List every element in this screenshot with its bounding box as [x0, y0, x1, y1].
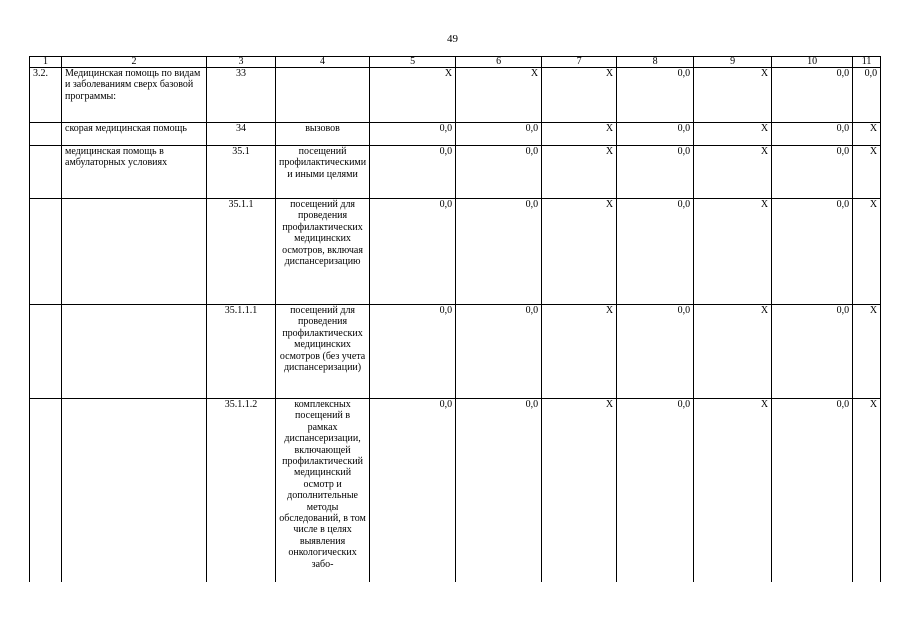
- value-col-5: 0,0: [370, 146, 456, 199]
- data-table: [29, 56, 881, 582]
- column-header: 1: [30, 57, 62, 68]
- value-col-5: X: [370, 68, 456, 123]
- line-number: 35.1: [207, 146, 276, 199]
- value-col-8: 0,0: [617, 146, 694, 199]
- unit-of-measure: вызовов: [276, 123, 370, 146]
- value-col-6: 0,0: [456, 146, 542, 199]
- value-col-7: X: [542, 123, 617, 146]
- column-header: 8: [617, 57, 694, 68]
- line-number: 35.1.1.1: [207, 305, 276, 399]
- column-header: 9: [694, 57, 772, 68]
- column-header: 6: [456, 57, 542, 68]
- line-number: 35.1.1.2: [207, 399, 276, 583]
- value-col-7: X: [542, 305, 617, 399]
- value-col-7: X: [542, 146, 617, 199]
- value-col-6: 0,0: [456, 399, 542, 583]
- line-number: 34: [207, 123, 276, 146]
- indicator-name: скорая медицинская помощь: [62, 123, 207, 146]
- column-header: 2: [62, 57, 207, 68]
- value-col-10: 0,0: [772, 68, 853, 123]
- value-col-11: X: [853, 146, 881, 199]
- value-col-11: X: [853, 305, 881, 399]
- unit-of-measure: посещений для проведения профилактических медицинских осмотров, включая диспансеризацию: [276, 199, 370, 305]
- table-row: [30, 399, 881, 583]
- unit-of-measure: [276, 68, 370, 123]
- value-col-9: X: [694, 399, 772, 583]
- table-row: [30, 146, 881, 199]
- value-col-6: 0,0: [456, 305, 542, 399]
- value-col-10: 0,0: [772, 305, 853, 399]
- section-number: [30, 399, 62, 583]
- unit-of-measure: посещений профилактическими и иными целями: [276, 146, 370, 199]
- value-col-11: X: [853, 199, 881, 305]
- column-header: 11: [853, 57, 881, 68]
- table-row: [30, 123, 881, 146]
- section-number: 3.2.: [30, 68, 62, 123]
- value-col-5: 0,0: [370, 305, 456, 399]
- value-col-7: X: [542, 399, 617, 583]
- column-header: 10: [772, 57, 853, 68]
- indicator-name: [62, 399, 207, 583]
- value-col-8: 0,0: [617, 199, 694, 305]
- value-col-11: X: [853, 123, 881, 146]
- indicator-name: [62, 199, 207, 305]
- column-header: 7: [542, 57, 617, 68]
- value-col-11: 0,0: [853, 68, 881, 123]
- value-col-9: X: [694, 199, 772, 305]
- column-header: 4: [276, 57, 370, 68]
- value-col-9: X: [694, 305, 772, 399]
- value-col-7: X: [542, 199, 617, 305]
- unit-of-measure: комплексных посещений в рамках диспансеризации, включающей профилактический медицинский осмотр и дополнительные методы обследований, в том числе в целях выявления онкологических забо-: [276, 399, 370, 583]
- page-number: 49: [447, 33, 458, 45]
- line-number: 33: [207, 68, 276, 123]
- column-number-row: [30, 57, 881, 68]
- indicator-name: медицинская помощь в амбулаторных условиях: [62, 146, 207, 199]
- value-col-11: X: [853, 399, 881, 583]
- value-col-10: 0,0: [772, 199, 853, 305]
- value-col-6: X: [456, 68, 542, 123]
- value-col-5: 0,0: [370, 199, 456, 305]
- value-col-10: 0,0: [772, 123, 853, 146]
- value-col-10: 0,0: [772, 399, 853, 583]
- indicator-name: [62, 305, 207, 399]
- value-col-7: X: [542, 68, 617, 123]
- table-row: [30, 305, 881, 399]
- value-col-5: 0,0: [370, 123, 456, 146]
- table-row: [30, 199, 881, 305]
- value-col-8: 0,0: [617, 305, 694, 399]
- value-col-8: 0,0: [617, 123, 694, 146]
- unit-of-measure: посещений для проведения профилактических медицинских осмотров (без учета диспансеризации): [276, 305, 370, 399]
- value-col-6: 0,0: [456, 199, 542, 305]
- value-col-6: 0,0: [456, 123, 542, 146]
- value-col-8: 0,0: [617, 68, 694, 123]
- section-number: [30, 146, 62, 199]
- column-header: 3: [207, 57, 276, 68]
- table-row: [30, 68, 881, 123]
- column-header: 5: [370, 57, 456, 68]
- value-col-8: 0,0: [617, 399, 694, 583]
- section-number: [30, 199, 62, 305]
- value-col-10: 0,0: [772, 146, 853, 199]
- section-number: [30, 305, 62, 399]
- value-col-5: 0,0: [370, 399, 456, 583]
- indicator-name: Медицинская помощь по видам и заболеваниям сверх базовой программы:: [62, 68, 207, 123]
- line-number: 35.1.1: [207, 199, 276, 305]
- section-number: [30, 123, 62, 146]
- value-col-9: X: [694, 123, 772, 146]
- value-col-9: X: [694, 68, 772, 123]
- value-col-9: X: [694, 146, 772, 199]
